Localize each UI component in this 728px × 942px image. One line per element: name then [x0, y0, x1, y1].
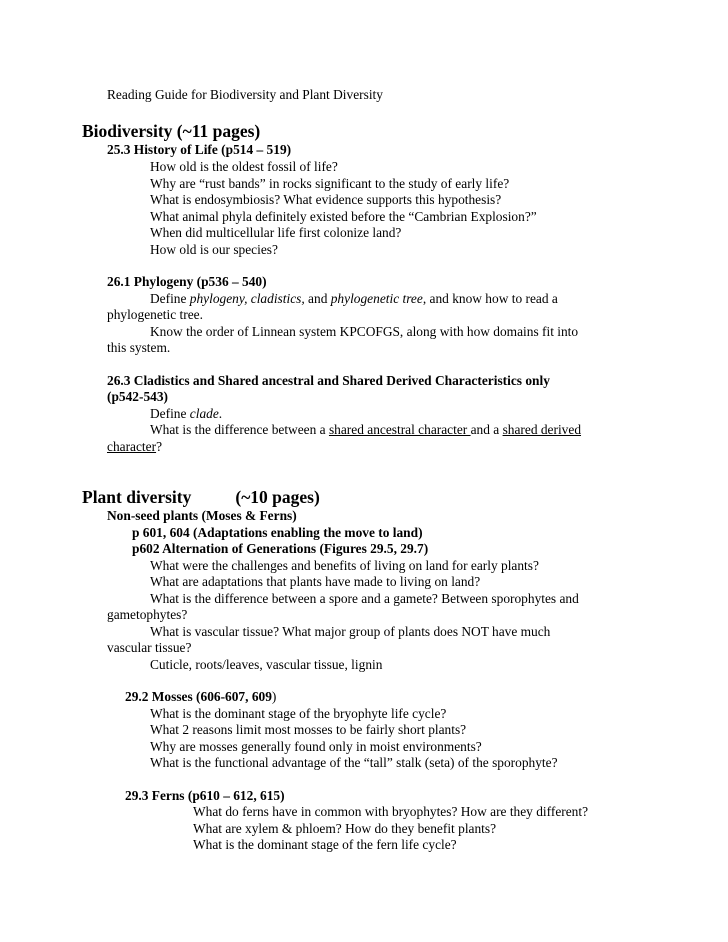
alternation-pages: p602 Alternation of Generations (Figures 29.5, 29.7): [132, 541, 429, 556]
question: What do ferns have in common with bryophytes? How are they different?: [193, 804, 589, 819]
shared-character-question: What is the difference between a shared ancestral character and a shared derived: [150, 422, 582, 437]
know-line-cont: this system.: [107, 340, 171, 355]
term-italic: phylogeny, cladistics,: [189, 291, 305, 306]
section-25-3-title: 25.3 History of Life (p514 – 519): [107, 142, 292, 157]
term-italic: clade: [189, 406, 219, 421]
underlined-term: character: [107, 439, 157, 454]
section-29-2-title: 29.2 Mosses (606-607, 609): [125, 689, 277, 704]
define-line-cont: phylogenetic tree.: [107, 307, 203, 322]
question: What are xylem & phloem? How do they benefit plants?: [193, 821, 497, 836]
question: What were the challenges and benefits of living on land for early plants?: [150, 558, 539, 573]
question: What is the difference between a spore and a gamete? Between sporophytes and: [150, 591, 579, 606]
question-cont: vascular tissue?: [107, 640, 192, 655]
question: Why are “rust bands” in rocks significant to the study of early life?: [150, 176, 510, 191]
question: What 2 reasons limit most mosses to be fairly short plants?: [150, 722, 467, 737]
question: What is endosymbiosis? What evidence supports this hypothesis?: [150, 192, 502, 207]
question: When did multicellular life first colonize land?: [150, 225, 402, 240]
section-26-3-pages: (p542-543): [107, 389, 168, 404]
plant-diversity-heading: Plant diversity (~10 pages): [82, 487, 320, 507]
know-line: Know the order of Linnean system KPCOFGS, along with how domains fit into: [150, 324, 579, 339]
define-line: Define phylogeny, cladistics, and phylogenetic tree, and know how to read a: [150, 291, 558, 306]
question: What are adaptations that plants have made to living on land?: [150, 574, 481, 589]
section-26-1-title: 26.1 Phylogeny (p536 – 540): [107, 274, 267, 289]
adaptations-pages: p 601, 604 (Adaptations enabling the move to land): [132, 525, 423, 540]
question: What animal phyla definitely existed before the “Cambrian Explosion?”: [150, 209, 537, 224]
question: How old is our species?: [150, 242, 278, 257]
biodiversity-heading: Biodiversity (~11 pages): [82, 121, 261, 141]
define-clade: Define clade.: [150, 406, 223, 421]
section-26-3-title: 26.3 Cladistics and Shared ancestral and Shared Derived Characteristics only: [107, 373, 550, 388]
section-29-3-title: 29.3 Ferns (p610 – 612, 615): [125, 788, 285, 803]
question: What is vascular tissue? What major group of plants does NOT have much: [150, 624, 551, 639]
question: What is the functional advantage of the “tall” stalk (seta) of the sporophyte?: [150, 755, 558, 770]
non-seed-plants-title: Non-seed plants (Moses & Ferns): [107, 508, 297, 523]
document-title: Reading Guide for Biodiversity and Plant Diversity: [107, 87, 383, 102]
question-cont: gametophytes?: [107, 607, 188, 622]
question: How old is the oldest fossil of life?: [150, 159, 338, 174]
shared-character-question-cont: character?: [107, 439, 163, 454]
note-line: Cuticle, roots/leaves, vascular tissue, lignin: [150, 657, 383, 672]
question: What is the dominant stage of the fern life cycle?: [193, 837, 457, 852]
underlined-term: shared ancestral character: [328, 422, 471, 437]
question: What is the dominant stage of the bryophyte life cycle?: [150, 706, 447, 721]
underlined-term: shared derived: [502, 422, 582, 437]
question: Why are mosses generally found only in moist environments?: [150, 739, 482, 754]
term-italic: phylogenetic tree: [330, 291, 423, 306]
